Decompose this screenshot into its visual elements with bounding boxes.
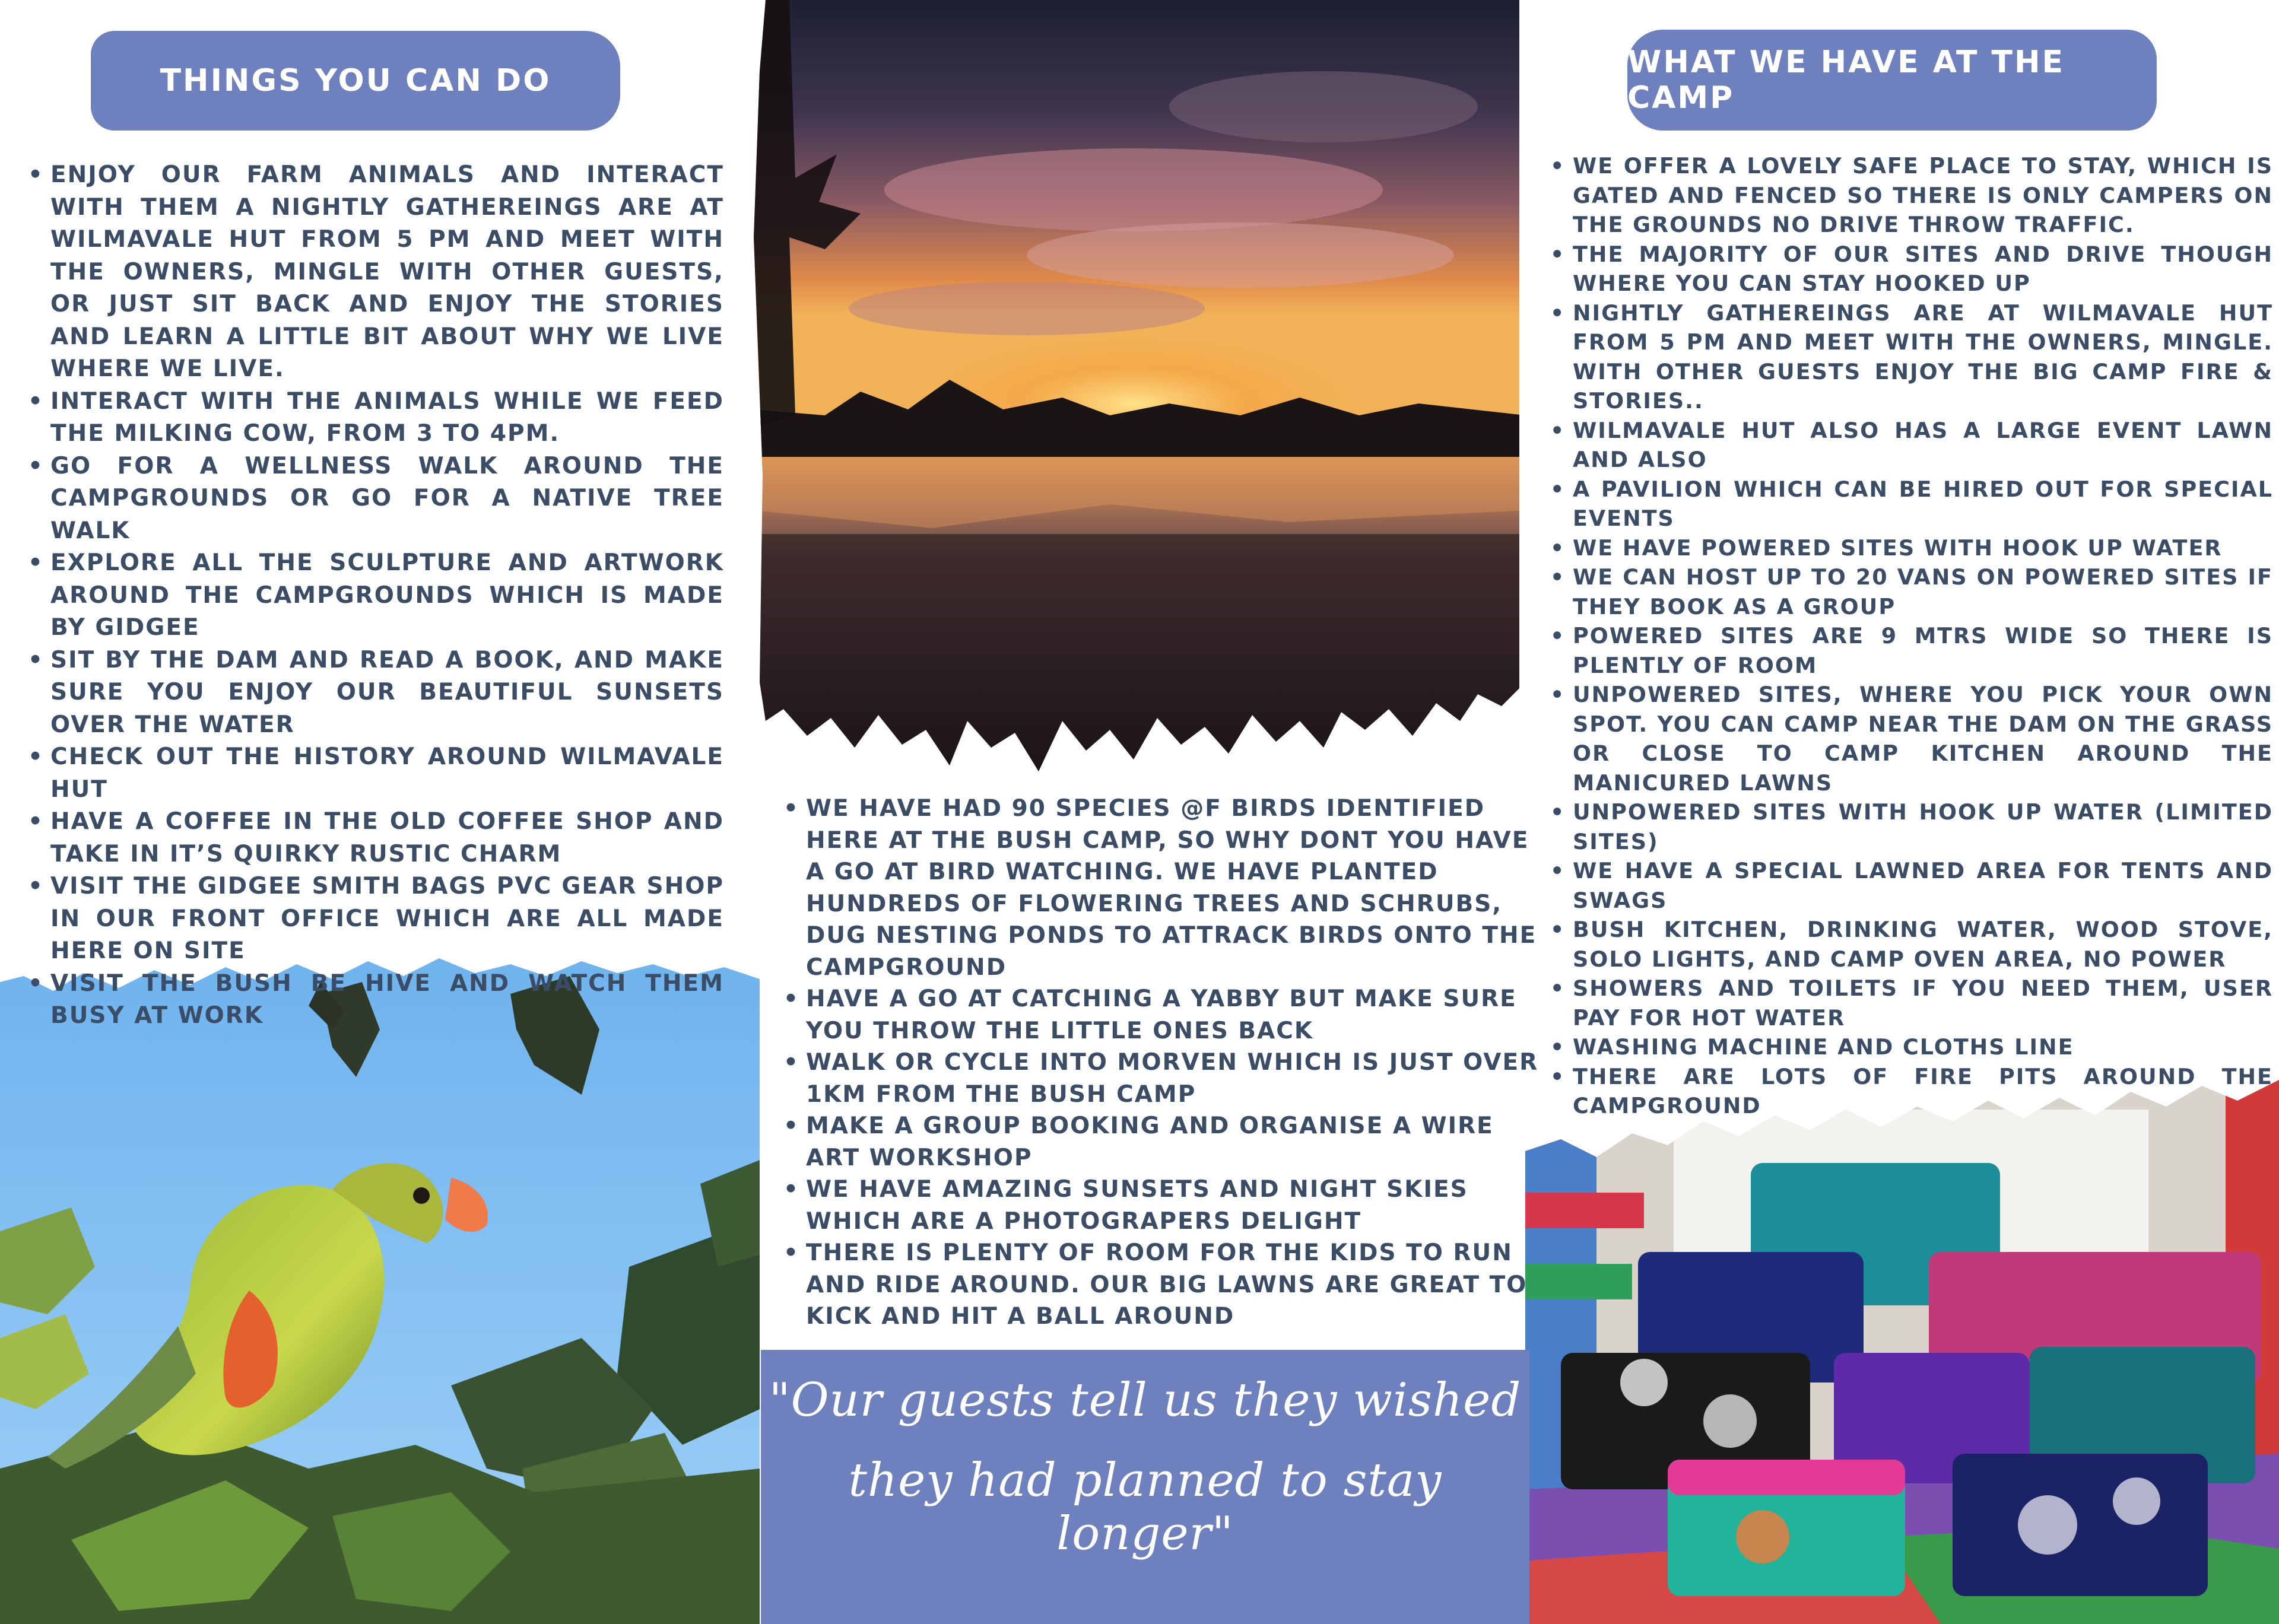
list-item: • THERE IS PLENTY OF ROOM FOR THE KIDS TO RUN AND RIDE AROUND. OUR BIG LAWNS ARE GREAT TO KICK AND HIT A BALL AROUND: [806, 1237, 1539, 1333]
list-item: • INTERACT WITH THE ANIMALS WHILE WE FEED THE MILKING COW, FROM 3 TO 4PM.: [50, 386, 724, 450]
quote-banner: [761, 1350, 1529, 1624]
parrot-photo: [0, 958, 760, 1624]
camp-facilities-list: [1549, 151, 2273, 1121]
list-item: • THERE ARE LOTS OF FIRE PITS AROUND THE CAMPGROUND: [1573, 1062, 2273, 1121]
list-item: • GO FOR A WELLNESS WALK AROUND THE CAMPGROUNDS OR GO FOR A NATIVE TREE WALK: [50, 450, 724, 548]
things-to-do-list: [27, 159, 724, 1032]
list-item: • THE MAJORITY OF OUR SITES AND DRIVE THOUGH WHERE YOU CAN STAY HOOKED UP: [1573, 240, 2273, 298]
list-item: • POWERED SITES ARE 9 MTRS WIDE SO THERE IS PLENTLY OF ROOM: [1573, 621, 2273, 680]
activities-list: [782, 793, 1539, 1333]
list-item: • SIT BY THE DAM AND READ A BOOK, AND MAKE SURE YOU ENJOY OUR BEAUTIFUL SUNSETS OVER THE WATER: [50, 644, 724, 742]
list-item: • WE HAVE AMAZING SUNSETS AND NIGHT SKIES WHICH ARE A PHOTOGRAPERS DELIGHT: [806, 1174, 1539, 1237]
sunset-photo: [754, 0, 1525, 777]
list-item: • ENJOY OUR FARM ANIMALS AND INTERACT WITH THEM A NIGHTLY GATHEREINGS ARE AT WILMAVALE HUT FROM 5 PM AND MEET WITH THE OWNERS, MINGLE WITH OTHER GUESTS, OR JUST SIT BACK AND ENJOY THE STORIES AND LEARN A LITTLE BIT ABOUT WHY WE LIVE WHERE WE LIVE.: [50, 159, 724, 386]
list-item: • CHECK OUT THE HISTORY AROUND WILMAVALE HUT: [50, 741, 724, 806]
list-item: • SHOWERS AND TOILETS IF YOU NEED THEM, USER PAY FOR HOT WATER: [1573, 974, 2273, 1032]
list-item: • NIGHTLY GATHEREINGS ARE AT WILMAVALE HUT FROM 5 PM AND MEET WITH THE OWNERS, MINGLE. WITH OTHER GUESTS ENJOY THE BIG CAMP FIRE & STORIES..: [1573, 298, 2273, 416]
list-item: • WALK OR CYCLE INTO MORVEN WHICH IS JUST OVER 1KM FROM THE BUSH CAMP: [806, 1047, 1539, 1110]
list-item: • EXPLORE ALL THE SCULPTURE AND ARTWORK AROUND THE CAMPGROUNDS WHICH IS MADE BY GIDGEE: [50, 547, 724, 644]
list-item: • WE CAN HOST UP TO 20 VANS ON POWERED SITES IF THEY BOOK AS A GROUP: [1573, 562, 2273, 621]
list-item: • WE HAVE A SPECIAL LAWNED AREA FOR TENTS AND SWAGS: [1573, 856, 2273, 915]
list-item: • WE OFFER A LOVELY SAFE PLACE TO STAY, WHICH IS GATED AND FENCED SO THERE IS ONLY CAMPERS ON THE GROUNDS NO DRIVE THROW TRAFFIC.: [1573, 151, 2273, 240]
bags-photo: [1525, 1074, 2279, 1624]
list-item: • BUSH KITCHEN, DRINKING WATER, WOOD STOVE, SOLO LIGHTS, AND CAMP OVEN AREA, NO POWER: [1573, 915, 2273, 974]
list-item: • VISIT THE GIDGEE SMITH BAGS PVC GEAR SHOP IN OUR FRONT OFFICE WHICH ARE ALL MADE HERE ON SITE: [50, 870, 724, 968]
list-item: • MAKE A GROUP BOOKING AND ORGANISE A WIRE ART WORKSHOP: [806, 1110, 1539, 1174]
list-item: • UNPOWERED SITES, WHERE YOU PICK YOUR OWN SPOT. YOU CAN CAMP NEAR THE DAM ON THE GRASS OR CLOSE TO CAMP KITCHEN AROUND THE MANICURED LAWNS: [1573, 680, 2273, 797]
list-item: • A PAVILION WHICH CAN BE HIRED OUT FOR SPECIAL EVENTS: [1573, 475, 2273, 533]
list-item: • VISIT THE BUSH BE HIVE AND WATCH THEM BUSY AT WORK: [50, 968, 724, 1032]
list-item: • HAVE A COFFEE IN THE OLD COFFEE SHOP AND TAKE IN IT’S QUIRKY RUSTIC CHARM: [50, 806, 724, 870]
camp-facilities-heading: WHAT WE HAVE AT THE CAMP: [1627, 30, 2157, 131]
things-you-can-do-heading: THINGS YOU CAN DO: [91, 31, 620, 131]
list-item: • WASHING MACHINE AND CLOTHS LINE: [1573, 1032, 2273, 1062]
quote-line-1: "Our guests tell us they wished: [769, 1374, 1522, 1427]
quote-line-2: they had planned to stay longer": [848, 1454, 1442, 1561]
list-item: • HAVE A GO AT CATCHING A YABBY BUT MAKE SURE YOU THROW THE LITTLE ONES BACK: [806, 983, 1539, 1047]
list-item: • UNPOWERED SITES WITH HOOK UP WATER (LIMITED SITES): [1573, 797, 2273, 856]
list-item: • WE HAVE POWERED SITES WITH HOOK UP WATER: [1573, 533, 2273, 563]
list-item: • WILMAVALE HUT ALSO HAS A LARGE EVENT LAWN AND ALSO: [1573, 416, 2273, 475]
list-item: • WE HAVE HAD 90 SPECIES @F BIRDS IDENTIFIED HERE AT THE BUSH CAMP, SO WHY DONT YOU HAVE A GO AT BIRD WATCHING. WE HAVE PLANTED HUNDREDS OF FLOWERING TREES AND SCHRUBS, DUG NESTING PONDS TO ATTRACK BIRDS ONTO THE CAMPGROUND: [806, 793, 1539, 983]
